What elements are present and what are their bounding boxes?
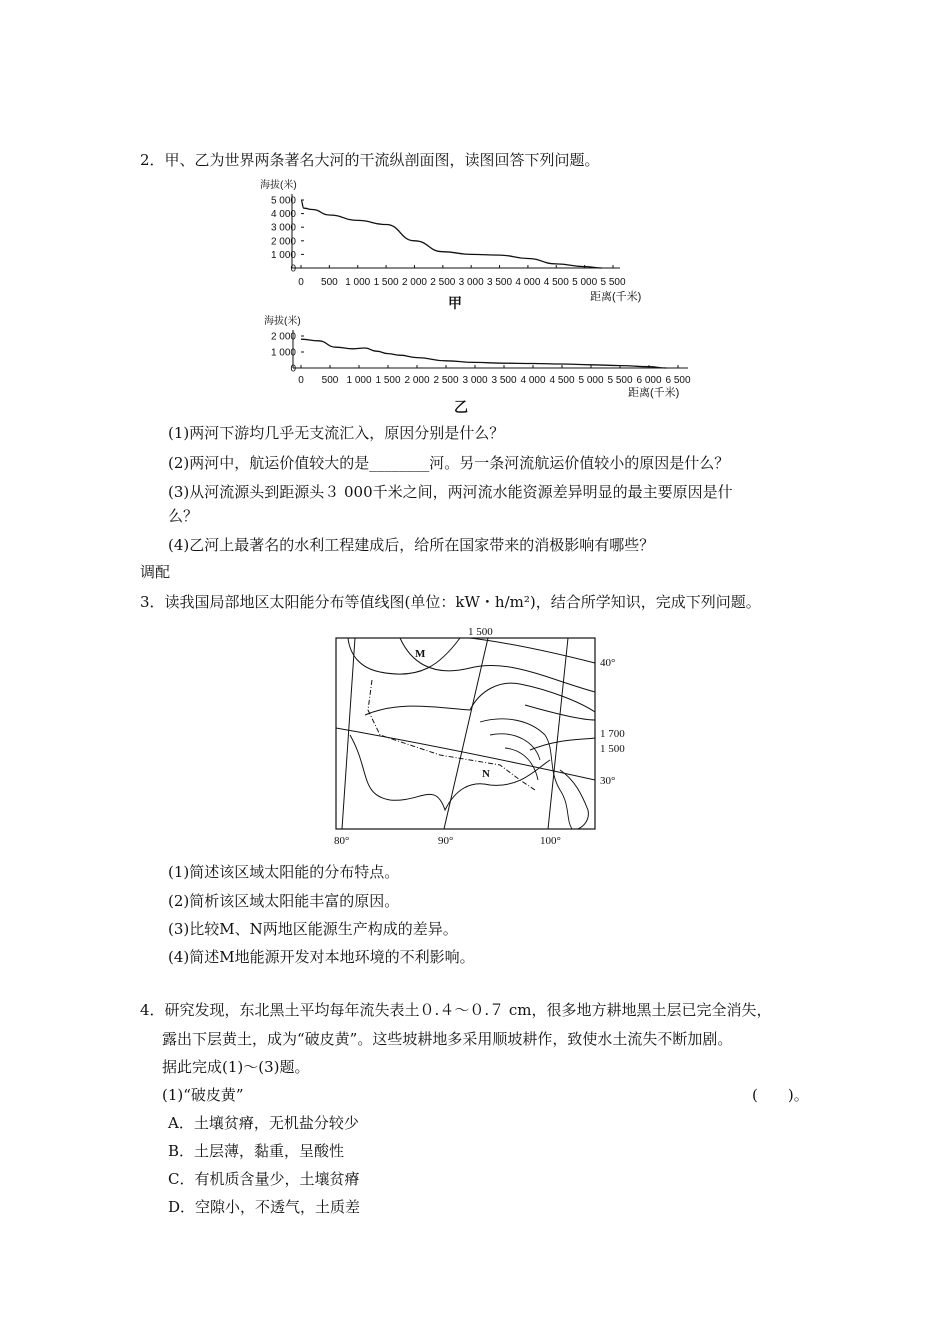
x-axis-label: 距离(千米) <box>590 291 642 303</box>
lat-label-30: 30° <box>600 775 616 787</box>
y-axis-label: 海拔(米) <box>260 180 297 191</box>
region-label-n: N <box>482 768 490 780</box>
isoline-label-top: 1 500 <box>468 626 493 638</box>
q3-sub4: (4)简述M地能源开发对本地环境的不利影响。 <box>168 948 475 966</box>
x-tick-label: 4 000 <box>520 375 546 386</box>
y-tick-label: 0 <box>290 363 296 375</box>
chart-jia <box>255 178 675 313</box>
x-tick-label: 1 500 <box>375 375 401 386</box>
y-tick-label: 1 000 <box>270 249 296 261</box>
region-label-m: M <box>415 648 426 660</box>
x-tick-label: 1 000 <box>345 277 371 288</box>
x-tick-label: 3 500 <box>491 375 517 386</box>
q2-sub4: (4)乙河上最著名的水利工程建成后，给所在国家带来的消极影响有哪些？ <box>168 536 655 554</box>
option-c: C．有机质含量少，土壤贫瘠 <box>168 1170 360 1188</box>
x-tick-label: 500 <box>321 277 338 288</box>
x-tick-label: 0 <box>298 277 304 288</box>
x-tick-label: 1 000 <box>346 375 372 386</box>
isoline-label-1500: 1 500 <box>600 743 625 755</box>
x-tick-label: 4 500 <box>549 375 575 386</box>
x-tick-label: 6 000 <box>636 375 662 386</box>
q3-sub2: (2)简析该区域太阳能丰富的原因。 <box>168 892 400 910</box>
x-tick-label: 2 000 <box>401 277 427 288</box>
x-tick-label: 2 000 <box>404 375 430 386</box>
option-a: A．土壤贫瘠，无机盐分较少 <box>168 1114 359 1132</box>
q4-stem-line2: 露出下层黄土，成为“破皮黄”。这些坡耕地多采用顺坡耕作，致使水土流失不断加剧。 <box>162 1030 733 1048</box>
q4-stem-line3: 据此完成(1)～(3)题。 <box>162 1058 310 1076</box>
option-d: D．空隙小，不透气，土质差 <box>168 1198 361 1216</box>
x-tick-label: 3 500 <box>487 277 513 288</box>
answer-blank: ( )。 <box>752 1086 809 1104</box>
x-axis-label: 距离(千米) <box>628 387 680 399</box>
x-tick-label: 3 000 <box>458 277 484 288</box>
isoline-label-1700: 1 700 <box>600 728 625 740</box>
x-tick-label: 2 500 <box>430 277 456 288</box>
q4-stem-line1: 4．研究发现，东北黑土平均每年流失表土０.４～０.７ cm，很多地方耕地黑土层已完全消失， <box>140 1001 772 1019</box>
x-tick-label: 5 000 <box>572 277 598 288</box>
q2-sub3-cont: 么？ <box>168 507 199 525</box>
series-line-yi <box>301 339 666 368</box>
y-tick-label: 3 000 <box>270 222 296 234</box>
q4-sub1: (1)“破皮黄” <box>162 1086 244 1104</box>
lat-label-40: 40° <box>600 657 616 669</box>
lon-label-80: 80° <box>334 835 350 847</box>
chart-title-jia: 甲 <box>448 296 462 312</box>
x-tick-label: 2 500 <box>433 375 459 386</box>
x-tick-label: 5 500 <box>607 375 633 386</box>
solar-map <box>320 620 650 850</box>
q2-sub2: (2)两河中，航运价值较大的是________河。另一条河流航运价值较小的原因是什么？ <box>168 454 730 472</box>
x-tick-label: 500 <box>321 375 339 386</box>
label-tiaopei: 调配 <box>140 563 171 581</box>
y-tick-label: 2 000 <box>270 236 296 248</box>
x-tick-label: 6 500 <box>665 375 691 386</box>
option-b: B．土层薄，黏重，呈酸性 <box>168 1142 345 1160</box>
x-tick-label: 5 000 <box>578 375 604 386</box>
q2-sub3: (3)从河流源头到距源头３ 000千米之间，两河流水能资源差异明显的最主要原因是什 <box>168 483 733 501</box>
y-tick-label: 2 000 <box>270 331 296 343</box>
y-tick-label: 0 <box>290 263 296 275</box>
y-tick-label: 1 000 <box>270 347 296 359</box>
x-tick-label: 4 000 <box>515 277 541 288</box>
chart-yi <box>258 312 698 416</box>
y-axis-label: 海拔(米) <box>264 316 301 327</box>
q2-sub1: (1)两河下游均几乎无支流汇入，原因分别是什么？ <box>168 424 505 442</box>
lon-label-90: 90° <box>438 835 454 847</box>
lon-label-100: 100° <box>540 835 561 847</box>
series-line-jia <box>301 200 602 268</box>
q3-sub1: (1)简述该区域太阳能的分布特点。 <box>168 863 400 881</box>
x-tick-label: 4 500 <box>543 277 569 288</box>
x-tick-label: 5 500 <box>600 277 626 288</box>
y-tick-label: 5 000 <box>270 195 296 207</box>
x-tick-label: 1 500 <box>373 277 399 288</box>
x-tick-label: 0 <box>298 375 304 386</box>
q2-stem: 2．甲、乙为世界两条著名大河的干流纵剖面图，读图回答下列问题。 <box>140 151 600 169</box>
y-tick-label: 4 000 <box>270 209 296 221</box>
q3-stem: 3．读我国局部地区太阳能分布等值线图(单位：kW・h/m²)，结合所学知识，完成下列问题。 <box>140 593 761 611</box>
x-tick-label: 3 000 <box>462 375 488 386</box>
q3-sub3: (3)比较M、N两地区能源生产构成的差异。 <box>168 920 458 938</box>
chart-title-yi: 乙 <box>454 400 468 416</box>
